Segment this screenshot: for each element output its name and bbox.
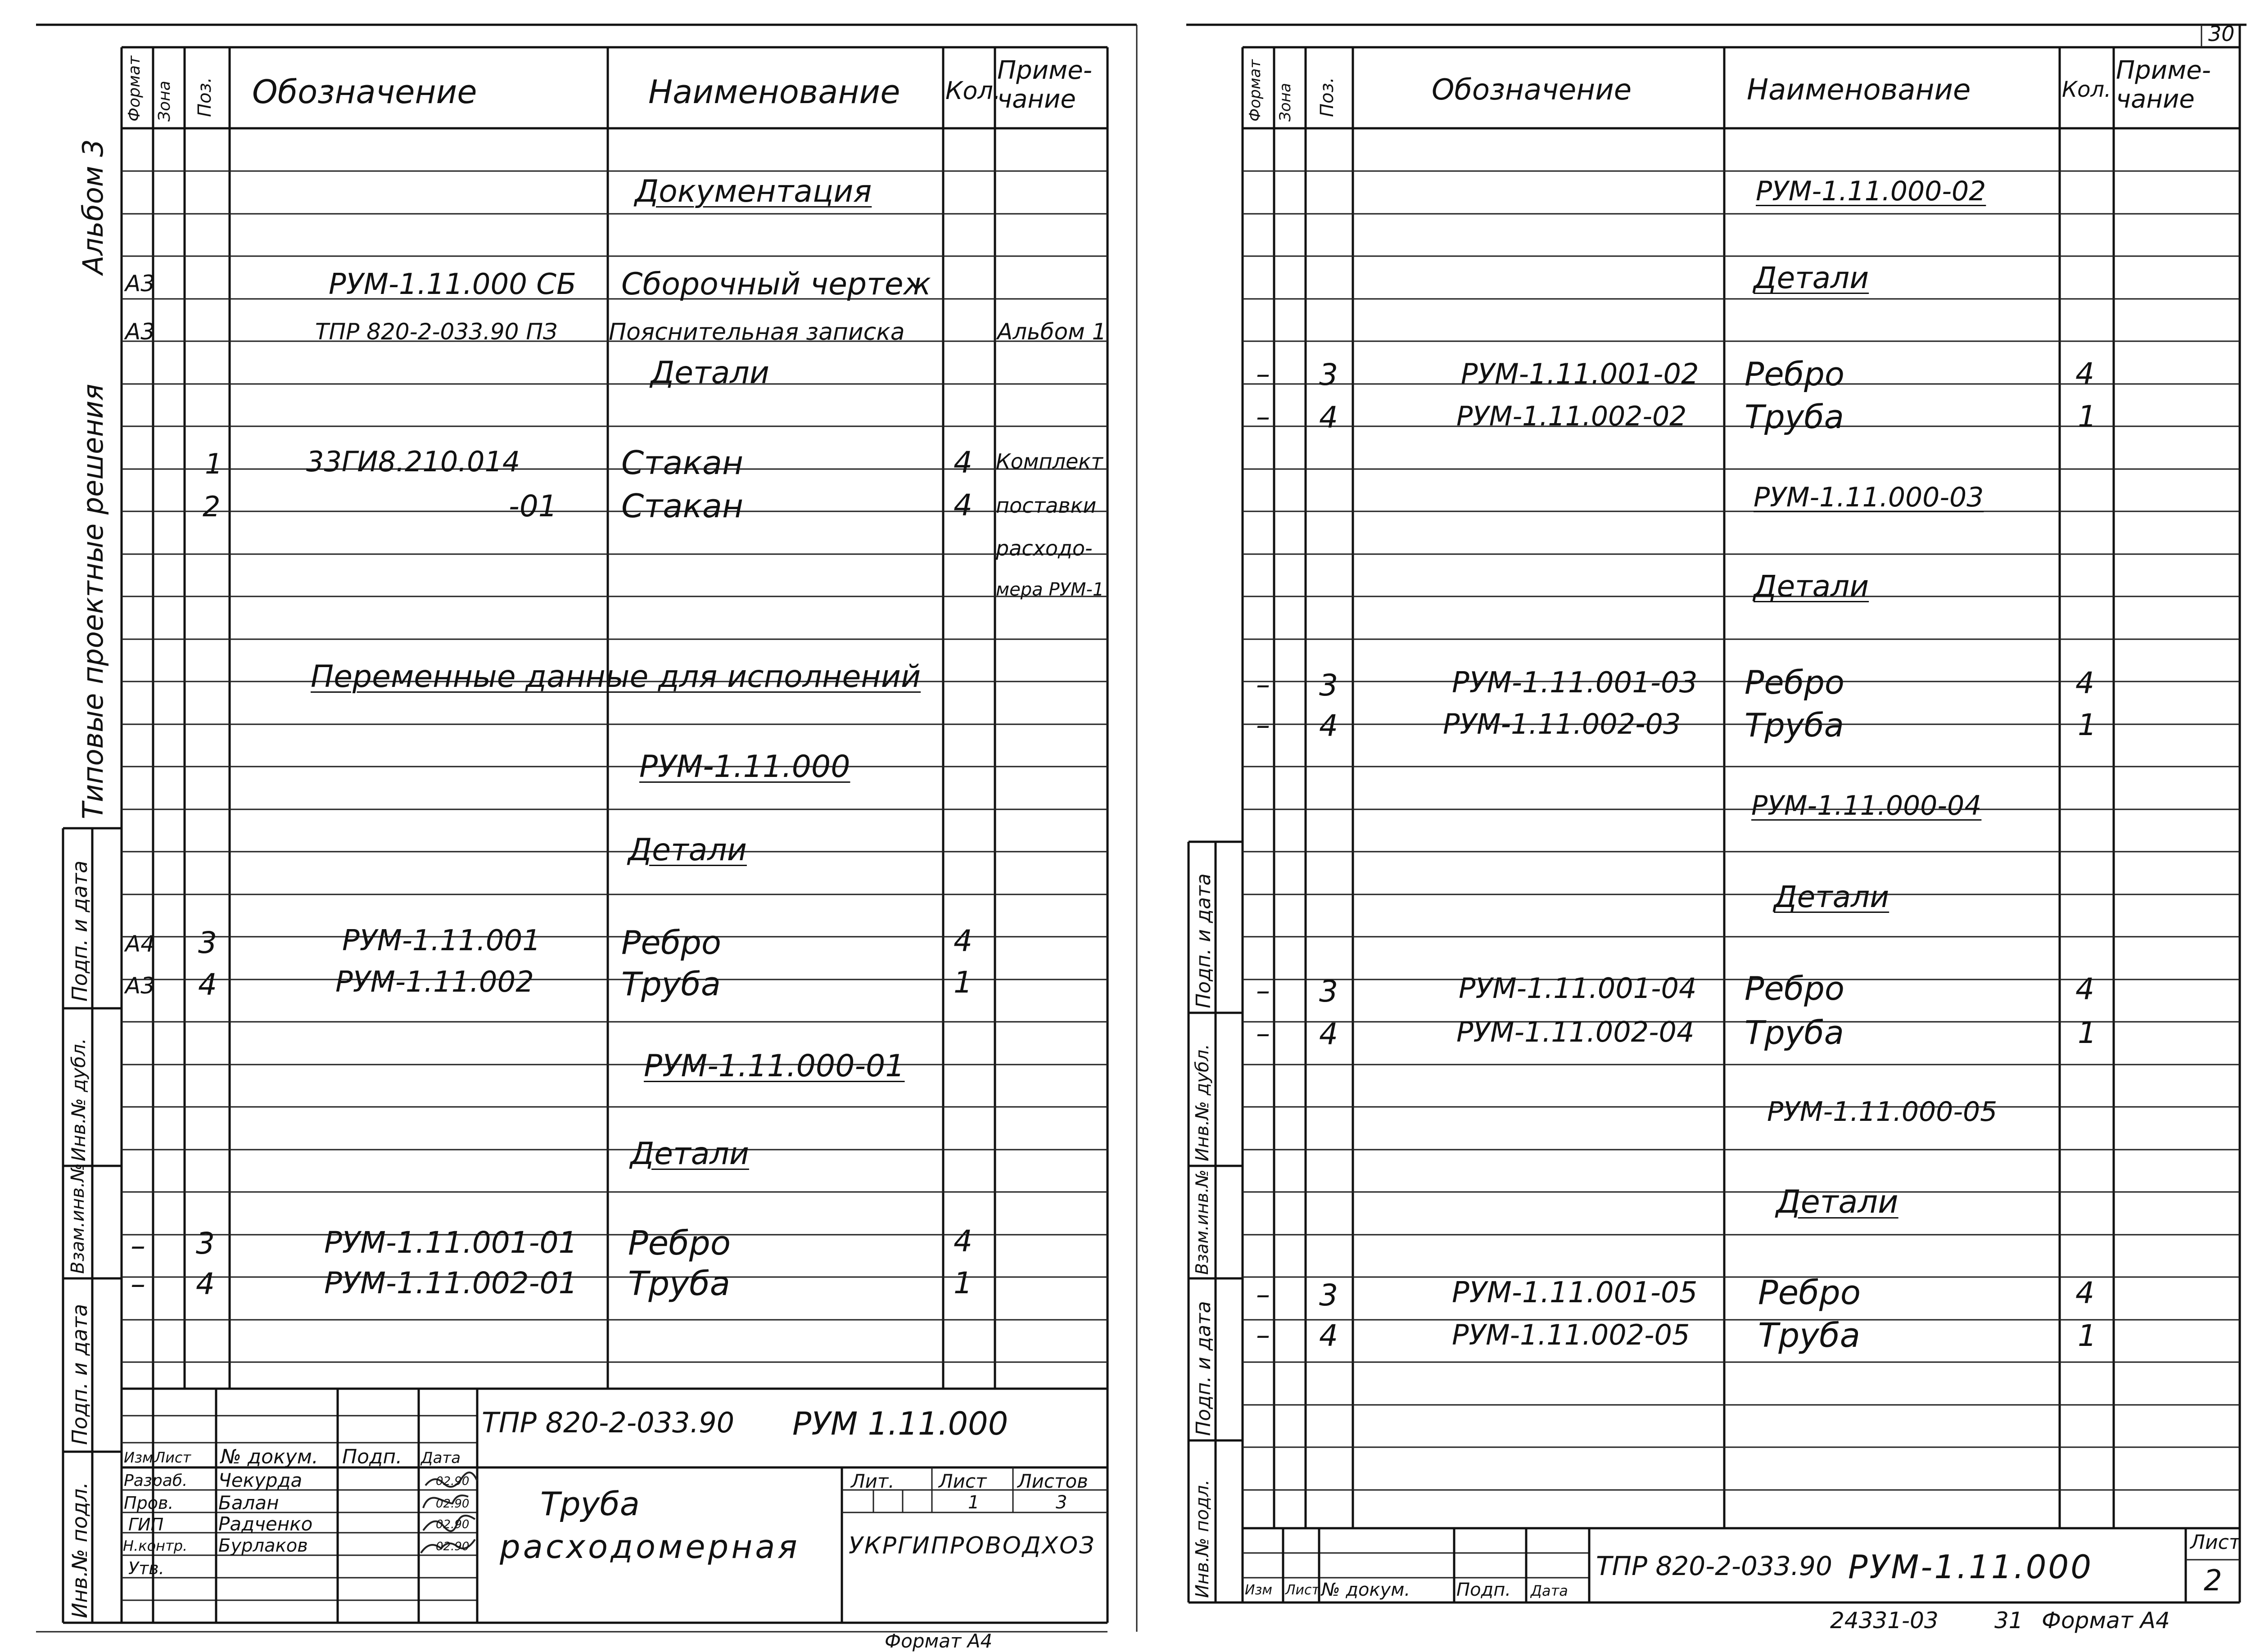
block4-r1-format: – [1256, 1278, 1270, 1311]
section-details-1: Детали [651, 355, 769, 391]
block1-r2-format: – [1256, 400, 1270, 433]
block4-r2-name: Труба [1758, 1316, 1860, 1355]
row3-note: Комплект [996, 449, 1103, 474]
side-vzam-inv: Взам.инв.№ [68, 1163, 88, 1274]
row3-qty: 4 [954, 445, 972, 480]
series-label: Типовые проектные решения [77, 384, 109, 819]
r-side-podp-data-bottom: Подп. и дата [1192, 1301, 1215, 1436]
hdr-pos: Поз. [194, 77, 215, 117]
block3-r1-pos: 3 [1319, 974, 1338, 1009]
stamp-role-4: Н.контр. [123, 1537, 188, 1554]
section-rum-000-01: РУМ-1.11.000-01 [644, 1048, 905, 1084]
hdr-note: Приме- чание [997, 56, 1092, 114]
row1-name: Сборочный чертеж [621, 266, 931, 302]
row4-name: Стакан [621, 487, 744, 525]
block1-r2-qty: 1 [2078, 399, 2097, 434]
stamp-col-ndoc: № докум. [221, 1445, 318, 1468]
block2-r2-pos: 4 [1319, 709, 1338, 743]
side-podp-data-top: Подп. и дата [68, 860, 92, 1002]
block1-r1-name: Ребро [1745, 355, 1844, 393]
row10-designation: РУМ-1.11.002-01 [324, 1266, 578, 1300]
format-label-left: Формат А4 [885, 1630, 993, 1652]
row7-format: А4 [125, 931, 155, 957]
stamp-col-data: Дата [421, 1449, 461, 1467]
r-hdr-format: Формат [1246, 59, 1264, 122]
row1-format: А3 [125, 271, 155, 297]
block1-r1-designation: РУМ-1.11.001-02 [1461, 357, 1699, 390]
hdr-qty: Кол. [945, 77, 1001, 105]
block3-r2-designation: РУМ-1.11.002-04 [1456, 1016, 1695, 1048]
r-hdr-designation: Обозначение [1432, 73, 1632, 107]
row9-designation: РУМ-1.11.001-01 [324, 1225, 578, 1260]
stamp-role-3: ГИП [128, 1515, 164, 1535]
stamp-col-izm: Изм [124, 1449, 154, 1466]
block3-r1-format: – [1256, 974, 1270, 1007]
row8-qty: 1 [954, 965, 972, 1000]
stamp-person-3: Радченко [218, 1513, 313, 1535]
stamp-col-list: Лист [154, 1449, 191, 1466]
block3-r2-pos: 4 [1319, 1017, 1338, 1052]
row3-pos: 1 [205, 447, 223, 480]
block1-r1-pos: 3 [1319, 357, 1338, 392]
r-hdr-zone: Зона [1276, 83, 1294, 122]
row2-note: Альбом 1 [997, 319, 1107, 345]
row4-designation: -01 [509, 489, 557, 524]
footer-archive-number: 24331-03 [1830, 1607, 1939, 1634]
row7-pos: 3 [198, 925, 217, 960]
block1-r2-name: Труба [1745, 398, 1844, 436]
row2-designation: ТПР 820-2-033.90 ПЗ [315, 319, 558, 345]
block2-r1-name: Ребро [1745, 664, 1844, 701]
stamp-date-3: 02.90 [436, 1518, 470, 1531]
stamp-role-1: Разраб. [124, 1471, 188, 1490]
block1-r1-qty: 4 [2075, 357, 2094, 391]
row4-qty: 4 [954, 488, 972, 523]
r-side-inv-dubl: Инв.№ дубл. [1192, 1044, 1213, 1161]
r-hdr-name: Наименование [1747, 73, 1971, 107]
block1-r1-format: – [1256, 357, 1270, 390]
hdr-format: Формат [125, 55, 144, 122]
row8-format: А3 [125, 973, 155, 999]
block4-details: Детали [1776, 1183, 1898, 1220]
block3-r1-name: Ребро [1745, 970, 1844, 1007]
block4-r1-pos: 3 [1319, 1278, 1338, 1313]
format-label-right: Формат А4 [2042, 1607, 2170, 1634]
r-side-inv-podl: Инв.№ подл. [1192, 1479, 1213, 1598]
block3-r1-qty: 4 [2075, 972, 2094, 1007]
r-hdr-qty: Кол. [2062, 77, 2111, 102]
r-side-vzam-inv: Взам.инв.№ [1192, 1169, 1212, 1275]
block1-details: Детали [1754, 261, 1869, 295]
row4-pos: 2 [203, 490, 221, 523]
section-documentation: Документация [635, 174, 872, 209]
block4-r1-designation: РУМ-1.11.001-05 [1452, 1276, 1698, 1309]
r-hdr-note: Приме- чание [2116, 56, 2211, 114]
row9-format: – [131, 1228, 145, 1263]
block3-r2-format: – [1256, 1017, 1270, 1050]
stamp-title-line1: Труба [540, 1485, 640, 1523]
r-stamp-col-izm: Изм [1245, 1582, 1273, 1598]
r-stamp-col-ndoc: № докум. [1321, 1580, 1410, 1600]
row8-designation: РУМ-1.11.002 [335, 966, 534, 999]
r-stamp-sheet-value: 2 [2204, 1564, 2222, 1598]
stamp-doc-num: РУМ 1.11.000 [792, 1405, 1008, 1442]
stamp-col-podp: Подп. [342, 1445, 402, 1468]
row2-format: А3 [125, 319, 155, 345]
block4-r2-pos: 4 [1319, 1318, 1338, 1353]
row8-name: Труба [621, 965, 721, 1003]
block2-r1-qty: 4 [2075, 666, 2094, 700]
hdr-zone: Зона [155, 81, 174, 122]
stamp-role-5: Утв. [128, 1558, 164, 1578]
block2-r1-format: – [1256, 668, 1270, 701]
stamp-sheets-value: 3 [1056, 1492, 1067, 1513]
footer-page-number: 31 [1994, 1607, 2023, 1634]
stamp-role-2: Пров. [124, 1493, 174, 1513]
r-hdr-pos: Поз. [1317, 77, 1338, 117]
side-inv-podl: Инв.№ подл. [68, 1482, 92, 1618]
block1-title: РУМ-1.11.000-02 [1756, 176, 1986, 207]
album-label: Альбом 3 [77, 139, 109, 275]
block2-r2-designation: РУМ-1.11.002-03 [1443, 708, 1681, 740]
stamp-date-1: 02.90 [436, 1475, 470, 1488]
row3-designation: 33ГИ8.210.014 [306, 445, 520, 478]
block4-r2-designation: РУМ-1.11.002-05 [1452, 1318, 1690, 1351]
row9-pos: 3 [196, 1226, 215, 1261]
r-stamp-doc-code: ТПР 820-2-033.90 [1596, 1551, 1832, 1581]
block3-r2-qty: 1 [2078, 1016, 2097, 1050]
row1-designation: РУМ-1.11.000 СБ [329, 268, 576, 301]
block3-title: РУМ-1.11.000-04 [1751, 790, 1982, 821]
section-rum-000: РУМ-1.11.000 [639, 749, 850, 785]
row3-name: Стакан [621, 444, 744, 482]
stamp-doc-code: ТПР 820-2-033.90 [482, 1406, 735, 1439]
block2-r1-designation: РУМ-1.11.001-03 [1452, 666, 1698, 700]
stamp-date-2: 02.90 [436, 1497, 470, 1511]
stamp-date-4: 02.90 [436, 1540, 470, 1553]
block2-r2-name: Труба [1745, 706, 1844, 744]
stamp-sheet-value: 1 [968, 1492, 980, 1513]
r-stamp-doc-num: РУМ-1.11.000 [1848, 1548, 2093, 1586]
r-stamp-col-list: Лист [1285, 1582, 1320, 1598]
block3-details: Детали [1774, 880, 1889, 914]
row9-name: Ребро [628, 1224, 731, 1263]
row10-format: – [131, 1267, 145, 1301]
stamp-person-1: Чекурда [218, 1469, 303, 1491]
row9-qty: 4 [954, 1224, 972, 1259]
section-details-3: Детали [630, 1136, 749, 1172]
block1-r2-designation: РУМ-1.11.002-02 [1456, 401, 1687, 432]
row10-qty: 1 [954, 1266, 972, 1300]
row6-note: мера РУМ-1 [996, 579, 1104, 600]
block4-r2-qty: 1 [2078, 1318, 2097, 1353]
row2-name: Пояснительная записка [609, 319, 905, 346]
row8-pos: 4 [198, 967, 217, 1002]
block2-r1-pos: 3 [1319, 668, 1338, 703]
r-side-podp-data-top: Подп. и дата [1192, 873, 1215, 1008]
block2-r2-qty: 1 [2078, 708, 2097, 742]
row7-name: Ребро [621, 924, 721, 961]
section-variable-data: Переменные данные для исполнений [311, 659, 921, 695]
stamp-sheets-label: Листов [1017, 1470, 1088, 1492]
block2-title: РУМ-1.11.000-03 [1754, 482, 1984, 513]
block4-r2-format: – [1256, 1318, 1270, 1351]
block4-r1-name: Ребро [1758, 1273, 1861, 1312]
r-stamp-col-podp: Подп. [1456, 1580, 1511, 1600]
row7-designation: РУМ-1.11.001 [342, 924, 541, 957]
page-corner-number: 30 [2208, 22, 2235, 46]
stamp-lit-label: Лит. [851, 1470, 895, 1492]
block2-r2-format: – [1256, 709, 1270, 741]
row10-pos: 4 [196, 1267, 215, 1301]
hdr-designation: Обозначение [252, 73, 477, 111]
side-podp-data-bottom: Подп. и дата [68, 1304, 92, 1445]
block3-r2-name: Труба [1745, 1014, 1844, 1052]
stamp-person-2: Балан [218, 1492, 279, 1514]
r-stamp-sheet-label: Лист [2190, 1531, 2241, 1554]
hdr-name: Наименование [648, 73, 900, 111]
section-details-2: Детали [628, 832, 747, 868]
block3-r1-designation: РУМ-1.11.001-04 [1459, 972, 1697, 1005]
row5-note: расходо- [996, 536, 1093, 560]
row4-note: поставки [996, 493, 1097, 518]
stamp-title-line2: расходомерная [500, 1528, 800, 1566]
side-inv-dubl: Инв.№ дубл. [68, 1038, 90, 1161]
stamp-organization: УКРГИПРОВОДХОЗ [849, 1532, 1096, 1559]
block4-title: РУМ-1.11.000-05 [1767, 1096, 1998, 1128]
stamp-sheet-label: Лист [939, 1470, 987, 1492]
row10-name: Труба [628, 1264, 730, 1303]
r-stamp-col-data: Дата [1531, 1582, 1568, 1599]
block1-r2-pos: 4 [1319, 400, 1338, 435]
block4-r1-qty: 4 [2075, 1276, 2094, 1310]
row7-qty: 4 [954, 924, 972, 958]
stamp-person-4: Бурлаков [218, 1535, 308, 1556]
block2-details: Детали [1754, 569, 1869, 604]
